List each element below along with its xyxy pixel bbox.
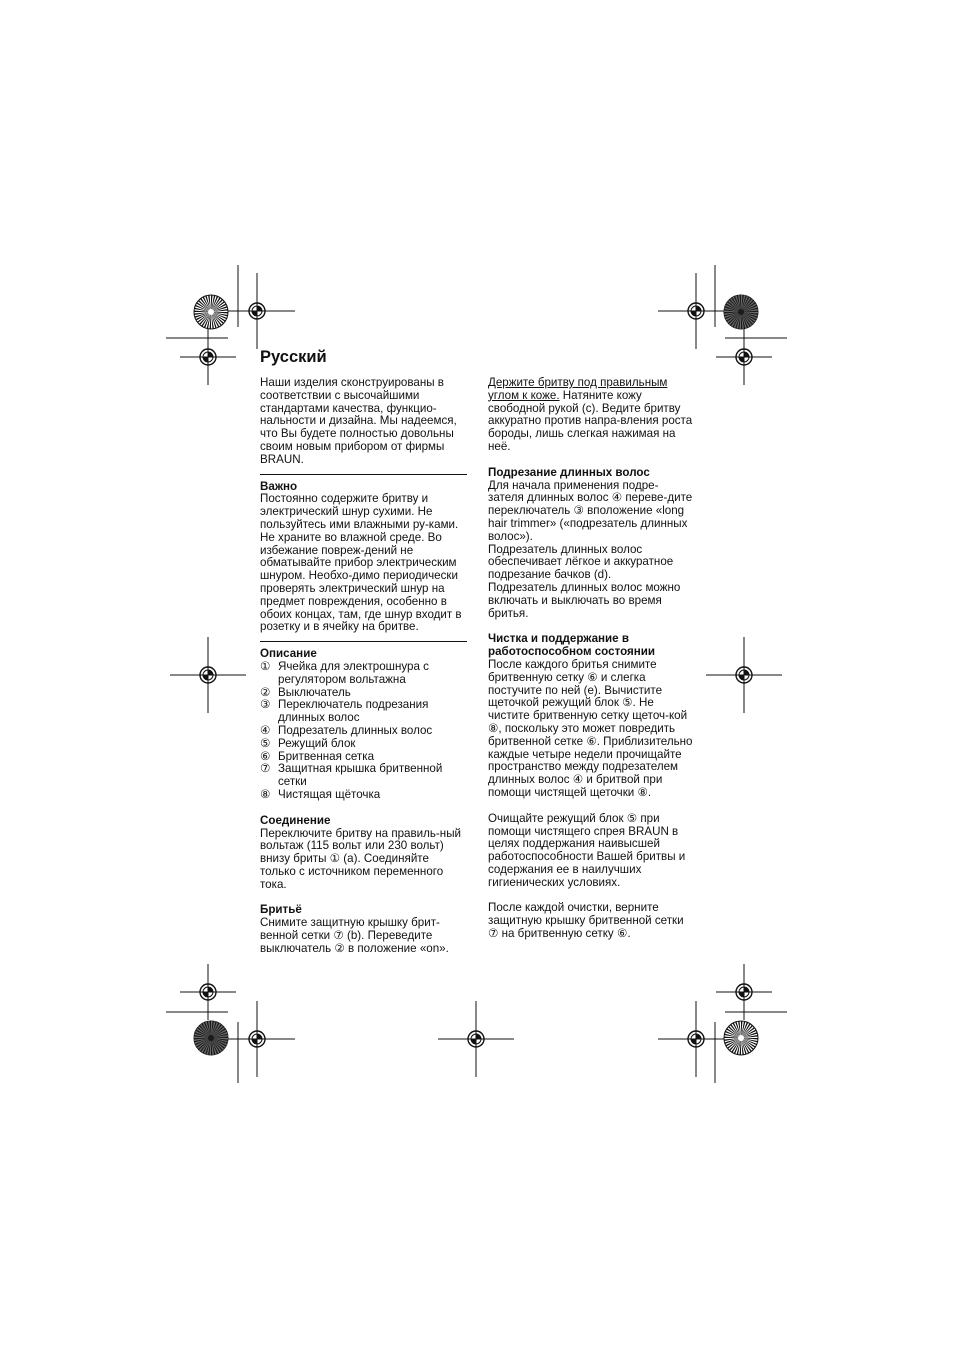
item-number: ③ — [260, 698, 271, 712]
list-item — [260, 763, 467, 789]
section-divider — [260, 474, 467, 475]
item-number: ① — [260, 659, 271, 673]
shaving-text: Снимите защитную крышку брит-венной сетки ⑦ (b). Переведите выключатель ② в положение «on». — [260, 916, 449, 955]
trimming-heading: Подрезание длинных волос — [488, 465, 650, 479]
cleaning-text-3: После каждой очистки, верните защитную крышку бритвенной сетки ⑦ на бритвенную сетку ⑥. — [488, 901, 684, 941]
important-heading: Важно — [260, 479, 298, 493]
page-title: Русский — [260, 348, 327, 366]
item-number: ② — [260, 685, 271, 699]
list-item — [260, 789, 467, 802]
important-text: Постоянно содержите бритву и электрический шнур сухими. Не пользуйтесь ими влажными ру-ками. Не храните во влажной среде. Во избежание повреж-дений не обматывайте прибор электрическим шнуром. Необхо-димо периодически проверять электрический шнур на предмет повреждения, особенно в обоих концах, там, где шнур входит в розетку и в ячейку на бритве. — [260, 492, 462, 634]
trimming-text-3: Подрезатель длинных волос можно включать и выключать во время бритья. — [488, 580, 681, 620]
parts-list — [260, 661, 467, 802]
description-heading: Описание — [260, 647, 317, 661]
item-number: ⑥ — [260, 749, 271, 763]
angle-paragraph — [488, 377, 693, 454]
angle-underlined-text: Держите бритву под правильным углом к коже. — [488, 376, 668, 402]
cleaning-text-2: Очищайте режущий блок ⑤ при помощи чистящего спрея BRAUN в целях поддержания наивысшей работоспособности Вашей бритвы и содержания ее в наилучших гигиенических условиях. — [488, 811, 686, 889]
item-label: Переключатель подрезания длинных волос — [278, 698, 429, 725]
section-divider — [260, 641, 467, 642]
trimming-text-2: Подрезатель длинных волос обеспечивает лёгкое и аккуратное подрезание бачков (d). — [488, 542, 674, 582]
connection-heading: Соединение — [260, 813, 331, 827]
item-number: ④ — [260, 723, 271, 737]
list-item — [260, 699, 467, 725]
item-label: Выключатель — [278, 685, 351, 699]
shaving-heading: Бритьё — [260, 903, 302, 917]
item-number: ⑤ — [260, 736, 271, 750]
intro-text: Наши изделия сконструированы в соответствии с высочайшими стандартами качества, функцио-нальности и дизайна. Мы надеемся, что Вы будете полностью довольны своим новым прибором от фирмы BRAUN. — [260, 376, 457, 466]
item-label: Защитная крышка бритвенной сетки — [278, 762, 443, 789]
item-label: Чистящая щёточка — [278, 787, 381, 801]
item-number: ⑧ — [260, 787, 271, 801]
item-label: Бритвенная сетка — [278, 749, 375, 763]
right-column — [488, 377, 693, 941]
trimming-text: Для начала применения подре-зателя длинных волос ④ переве-дите переключатель ③ вположение «long hair trimmer» («подрезатель длинных волос»). — [488, 478, 693, 543]
connection-text: Переключите бритву на правиль-ный вольтаж (115 вольт или 230 вольт) внизу бриты ① (a). Соединяйте только с источником переменного тока. — [260, 826, 462, 891]
cleaning-text: После каждого бритья снимите бритвенную сетку ⑥ и слегка постучите по ней (e). Вычистите щеточкой режущий блок ⑤. Не чистите бритвенную сетку щеточ-кой ⑧, поскольку это может повредить бритвенной сетке ⑥. Приблизительно каждые четыре недели прочищайте пространство между подрезателем длинных волос ④ и бритвой при помощи чистящей щеточки ⑧. — [488, 657, 693, 799]
left-column — [260, 377, 467, 956]
item-number: ⑦ — [260, 762, 271, 776]
cleaning-heading: Чистка и поддержание в работоспособном состоянии — [488, 632, 656, 659]
item-label: Ячейка для электрошнура с регулятором вольтажна — [278, 659, 429, 686]
angle-text: Натяните кожу свободной рукой (c). Ведите бритву аккуратно против напра-вления роста бороды, лишь слегкая нажимая на неё. — [488, 388, 693, 453]
item-label: Подрезатель длинных волос — [278, 723, 433, 737]
item-label: Режущий блок — [278, 736, 356, 750]
list-item — [260, 661, 467, 687]
